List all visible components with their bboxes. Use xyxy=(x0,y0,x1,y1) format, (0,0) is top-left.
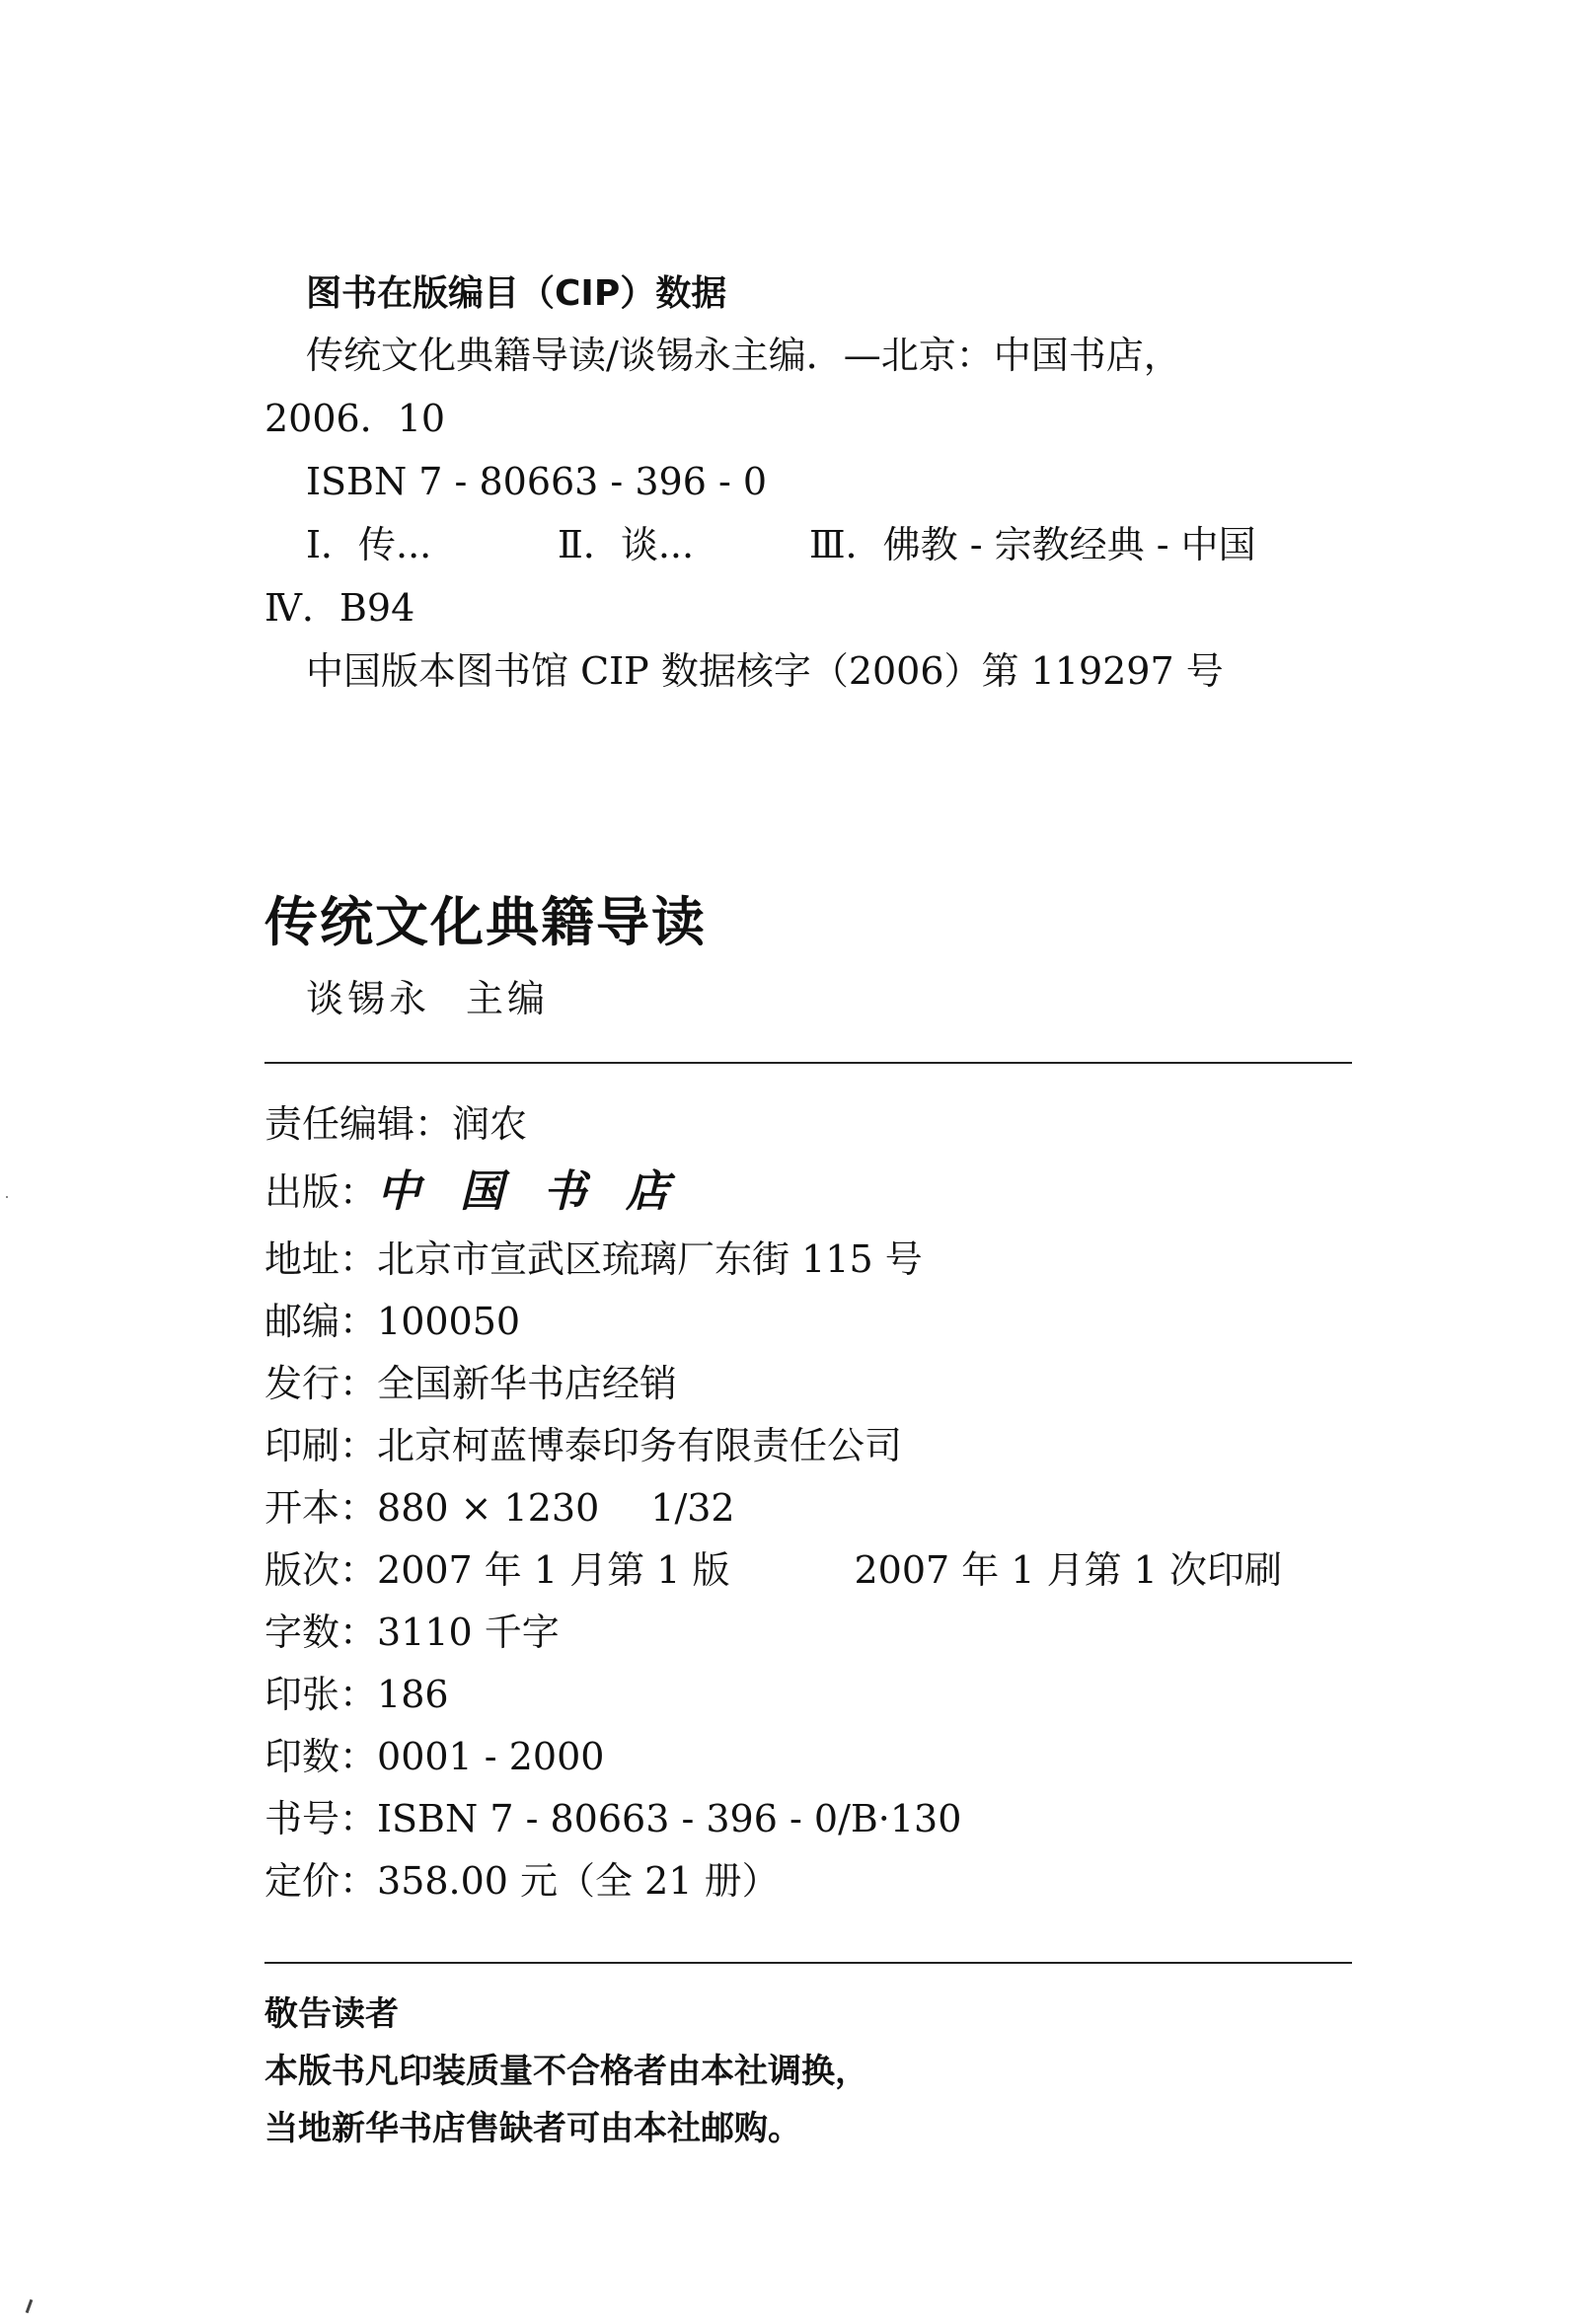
cip-class-1: Ⅰ．传... xyxy=(306,523,432,566)
divider-bottom xyxy=(264,1962,1352,1964)
postcode-row xyxy=(264,1291,1352,1353)
responsible-editor-row xyxy=(264,1093,1352,1156)
copies-label: 印数： xyxy=(264,1735,378,1778)
editor-name: 谈锡永 xyxy=(306,977,431,1020)
cip-class-2: Ⅱ．谈... xyxy=(558,523,695,566)
notice-line-2: 当地新华书店售缺者可由本社邮购。 xyxy=(264,2109,801,2148)
address-value: 北京市宣武区琉璃厂东街 115 号 xyxy=(377,1237,923,1281)
responsible-editor-label: 责任编辑： xyxy=(264,1102,453,1146)
cip-number-line: 中国版本图书馆 CIP 数据核字（2006）第 119297 号 xyxy=(306,649,1224,693)
copies-row xyxy=(264,1726,1352,1788)
wordcount-value: 3110 千字 xyxy=(377,1611,560,1654)
format-label: 开本： xyxy=(264,1486,378,1530)
price-row xyxy=(264,1850,1352,1912)
notice-line-1: 本版书凡印装质量不合格者由本社调换， xyxy=(264,2052,868,2091)
booknum-value: ISBN 7 - 80663 - 396 - 0/B·130 xyxy=(377,1797,962,1840)
format-fraction: 1/32 xyxy=(650,1486,735,1530)
sheets-value: 186 xyxy=(377,1673,449,1716)
scan-dot xyxy=(6,1196,8,1198)
distribution-value: 全国新华书店经销 xyxy=(377,1362,678,1405)
publication-info xyxy=(264,1093,1352,1912)
edition-row xyxy=(264,1539,1352,1602)
edition-value: 2007 年 1 月第 1 版 xyxy=(377,1548,730,1592)
editor-role: 主编 xyxy=(466,977,550,1020)
booknum-label: 书号： xyxy=(264,1797,378,1840)
book-title: 传统文化典籍导读 xyxy=(264,891,707,953)
responsible-editor-value: 润农 xyxy=(452,1102,528,1146)
notice-heading: 敬告读者 xyxy=(264,1994,399,2034)
publisher-row xyxy=(264,1156,1352,1229)
sheets-label: 印张： xyxy=(264,1673,378,1716)
cip-isbn-line: ISBN 7 - 80663 - 396 - 0 xyxy=(306,460,768,503)
postcode-value: 100050 xyxy=(377,1300,521,1343)
copies-value: 0001 - 2000 xyxy=(377,1735,605,1778)
format-value: 880 × 1230 xyxy=(377,1486,600,1530)
cip-classification-line xyxy=(306,513,1350,576)
cip-date-line: 2006．10 xyxy=(264,397,446,440)
publisher-label: 出版： xyxy=(264,1170,378,1214)
format-row xyxy=(264,1477,1352,1539)
cip-title-line: 传统文化典籍导读/谈锡永主编．—北京：中国书店， xyxy=(306,334,1181,377)
wordcount-row xyxy=(264,1602,1352,1664)
wordcount-label: 字数： xyxy=(264,1611,378,1654)
book-editor xyxy=(306,969,549,1028)
reader-notice xyxy=(264,1986,868,2157)
postcode-label: 邮编： xyxy=(264,1300,378,1343)
cip-class-3: Ⅲ．佛教 - 宗教经典 - 中国 xyxy=(809,523,1256,566)
cip-data-block xyxy=(264,264,1350,703)
scan-speck xyxy=(26,2299,34,2313)
booknum-row xyxy=(264,1788,1352,1850)
cip-heading: 图书在版编目（CIP）数据 xyxy=(306,273,727,314)
address-label: 地址： xyxy=(264,1237,378,1281)
cip-class-4: Ⅳ．B94 xyxy=(264,586,415,630)
printing-value: 北京柯蓝博泰印务有限责任公司 xyxy=(377,1424,903,1467)
print-run-value: 2007 年 1 月第 1 次印刷 xyxy=(854,1548,1282,1592)
distribution-row xyxy=(264,1353,1352,1415)
distribution-label: 发行： xyxy=(264,1362,378,1405)
address-row xyxy=(264,1229,1352,1291)
price-value: 358.00 元（全 21 册） xyxy=(377,1859,780,1903)
price-label: 定价： xyxy=(264,1859,378,1903)
printing-label: 印刷： xyxy=(264,1424,378,1467)
printing-row xyxy=(264,1415,1352,1477)
edition-label: 版次： xyxy=(264,1548,378,1592)
publisher-calligraphy: 中国书店 xyxy=(377,1166,710,1217)
sheets-row xyxy=(264,1664,1352,1726)
divider-top xyxy=(264,1062,1352,1064)
